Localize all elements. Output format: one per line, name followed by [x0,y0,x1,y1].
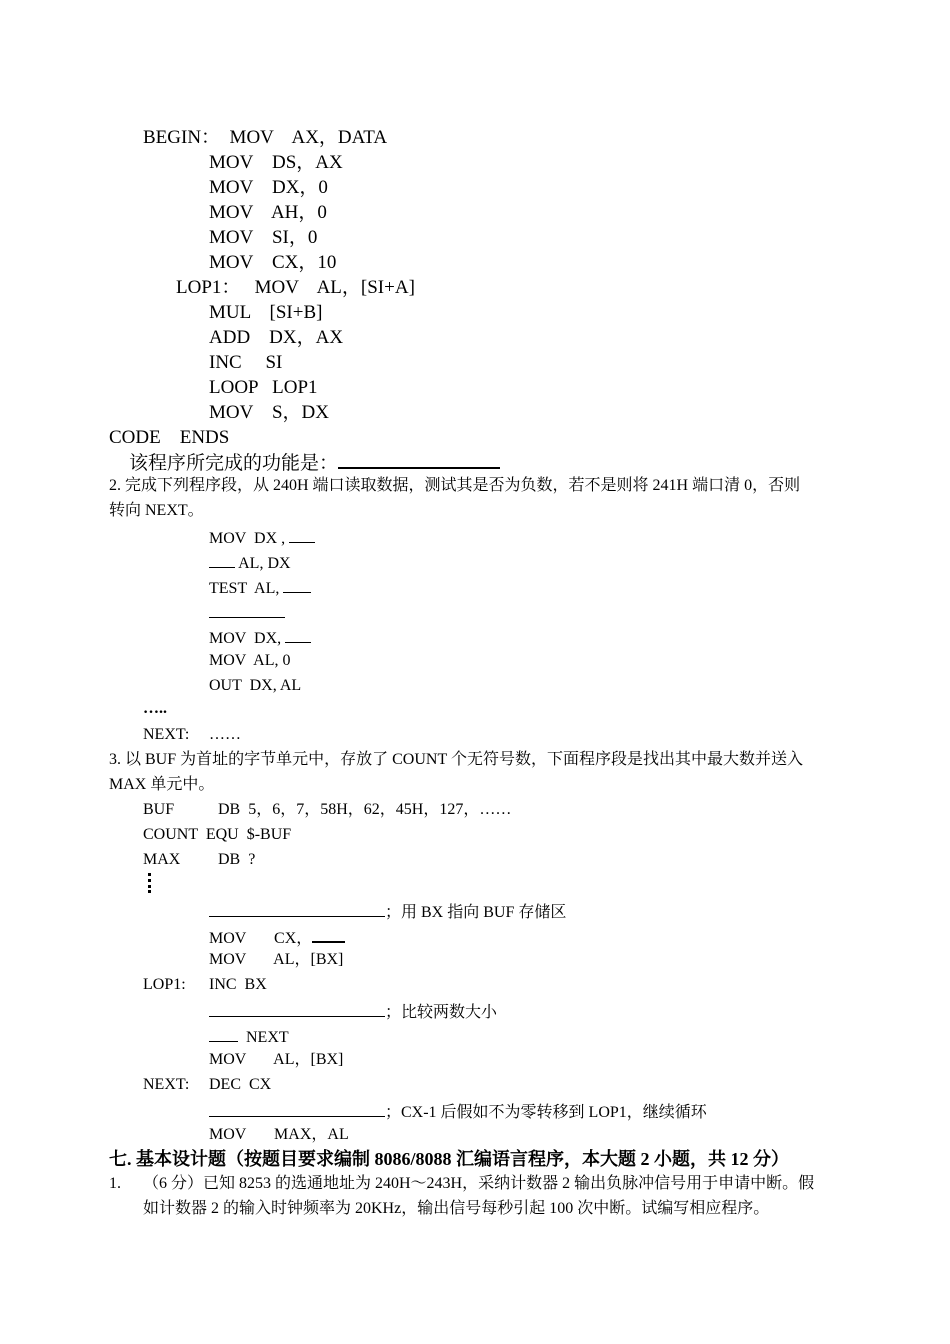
q3-buf-instr: DB 5，6，7，58H，62，45H，127，…… [218,801,512,818]
answer-blank[interactable] [209,902,385,917]
q3-max-instr: DB ? [218,851,256,868]
q2-code-line [209,578,311,597]
answer-blank[interactable] [283,578,311,593]
q2-code-line [209,603,285,622]
q2-ellipsis: ….. [143,700,167,717]
answer-blank[interactable] [289,528,315,543]
q2-next-text: …… [209,726,241,743]
q2-code-line [209,628,311,647]
q3-code-line: MOV AL，[BX] [209,951,344,968]
q3-code-line: MOV MAX，AL [209,1126,349,1143]
code-line: MOV DS，AX [209,152,343,173]
code-line: MOV SI，0 [209,227,318,248]
q2-code-line: OUT DX, AL [209,677,302,694]
code-text: MOV DX , [209,530,290,547]
answer-blank[interactable] [338,453,500,469]
vertical-ellipsis-icon [148,873,151,893]
code-line: MUL [SI+B] [209,302,323,323]
item-text-line-2: 如计数器 2 的输入时钟频率为 20KHz，输出信号每秒引起 100 次中断。试编写相应程序。 [143,1200,770,1217]
code-text: MOV CX， [209,930,313,947]
q2-code-line: MOV AL, 0 [209,652,291,669]
code-line: LOOP LOP1 [209,377,318,398]
code-comment: ；CX-1 后假如不为零转移到 LOP1，继续循环 [385,1104,707,1121]
q3-code-line [209,1002,497,1021]
code-line-ends: CODE ENDS [109,427,230,448]
code-text: TEST AL, [209,580,284,597]
code-line: ADD DX，AX [209,327,344,348]
q3-buf-label: BUF [143,801,175,818]
q2-text-line-2: 转向 NEXT。 [109,502,204,519]
q3-code-line [209,1102,707,1121]
q3-text-line-2: MAX 单元中。 [109,776,215,793]
code-line-lop1: LOP1： MOV AL，[SI+A] [176,277,415,298]
answer-blank[interactable] [209,1002,385,1017]
code-line: INC SI [209,352,283,373]
section-heading: 七. 基本设计题（按题目要求编制 8086/8088 汇编语言程序，本大题 2 小题，共 12 分） [109,1149,789,1169]
question-line [129,453,500,473]
q3-max-label: MAX [143,851,181,868]
answer-blank[interactable] [209,603,285,618]
answer-blank[interactable] [209,1102,385,1117]
answer-blank[interactable] [312,927,345,943]
q3-code-line [209,1027,289,1046]
q2-next-label: NEXT: [143,726,190,743]
q3-code-line: DEC CX [209,1076,272,1093]
q2-text-line-1: 2. 完成下列程序段，从 240H 端口读取数据，测试其是否为负数，若不是则将 241H 端口清 0，否则 [109,477,801,494]
code-text: NEXT [238,1029,289,1046]
q3-count-line: COUNT EQU $-BUF [143,826,292,843]
item-number: 1. [109,1175,121,1192]
q3-text-line-1: 3. 以 BUF 为首址的字节单元中，存放了 COUNT 个无符号数，下面程序段是找出其中最大数并送入 [109,751,803,768]
code-text: MOV DX, [209,630,286,647]
q3-code-line: MOV AL，[BX] [209,1051,344,1068]
q2-code-line [209,528,315,547]
answer-blank[interactable] [209,553,235,568]
code-text: AL, DX [235,555,291,572]
q3-code-line [209,902,566,921]
code-comment: ；比较两数大小 [385,1004,498,1021]
answer-blank[interactable] [209,1027,238,1042]
q2-code-line [209,553,291,572]
item-text-line-1: （6 分）已知 8253 的选通地址为 240H～243H，采纳计数器 2 输出负脉冲信号用于申请中断。假 [143,1175,815,1192]
code-line: MOV S，DX [209,402,330,423]
code-line: MOV CX，10 [209,252,337,273]
q3-code-line [209,927,345,947]
code-line: MOV AH，0 [209,202,327,223]
q3-code-line: INC BX [209,976,267,993]
code-comment: ；用 BX 指向 BUF 存储区 [385,904,567,921]
code-line-begin: BEGIN： MOV AX，DATA [143,127,388,148]
question-text: 该程序所完成的功能是： [129,453,339,474]
answer-blank[interactable] [285,628,311,643]
q3-next-label: NEXT: [143,1076,190,1093]
q3-lop1-label: LOP1: [143,976,186,993]
code-line: MOV DX，0 [209,177,328,198]
